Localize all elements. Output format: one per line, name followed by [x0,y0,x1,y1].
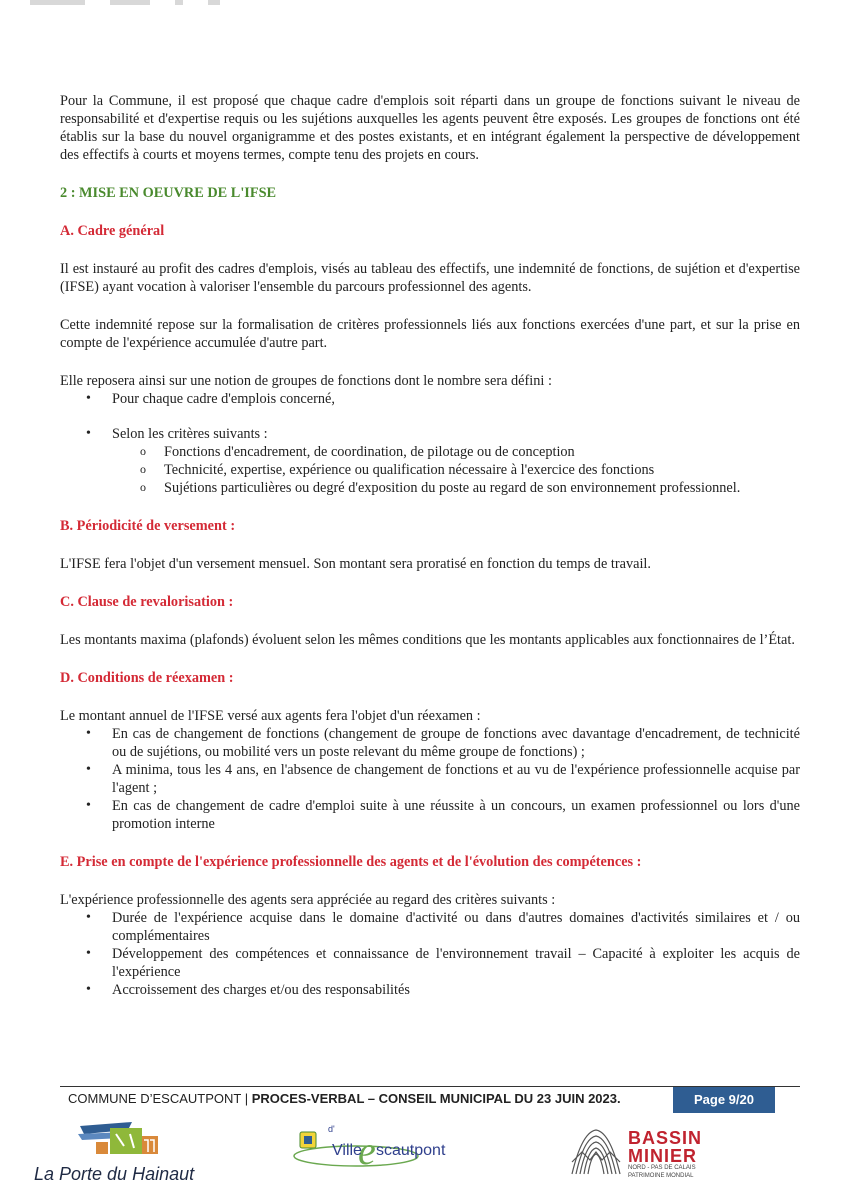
porte-du-hainaut-emblem-icon [34,1120,174,1162]
section-a-paragraph-3: Elle reposera ainsi sur une notion de groupes de fonctions dont le nombre sera défini : [60,373,552,389]
section-d-bullet-list [60,725,800,833]
document-body [60,92,800,999]
footer-title: PROCES-VERBAL – CONSEIL MUNICIPAL DU 23 JUIN 2023. [251,1091,621,1106]
section-b-paragraph: L'IFSE fera l'objet d'un versement mensuel. Son montant sera proratisé en fonction du temps de travail. [60,556,651,572]
section-d-heading: D. Conditions de réexamen : [60,670,234,686]
list-item: • En cas de changement de cadre d'emploi suite à une réussite à un concours, un examen professionnel ou lors d'une promotion interne [60,797,800,833]
section-a-heading: A. Cadre général [60,223,165,239]
section-e-heading: E. Prise en compte de l'expérience professionnelle des agents et de l'évolution des compétences : [60,854,642,870]
bassin-minier-logo [568,1122,718,1188]
sub-list-item: o Fonctions d'encadrement, de coordination, de pilotage ou de conception [60,443,800,461]
bassin-heritage-text: PATRIMOINE MONDIAL [628,1173,694,1179]
section-2-heading: 2 : MISE EN OEUVRE DE L'IFSE [60,185,277,201]
section-a-paragraph-2: Cette indemnité repose sur la formalisation de critères professionnels liés aux fonctions exercées d'une part, et sur la prise en compte de l'expérience accumulée d'autre part. [60,317,800,351]
footer-commune: COMMUNE D’ESCAUTPONT | [68,1091,252,1106]
section-c-heading: C. Clause de revalorisation : [60,594,234,610]
ville-word: Ville [332,1142,362,1159]
bullet-text: Selon les critères suivants : [112,426,268,442]
bassin-text: BASSIN [628,1128,703,1148]
top-scan-mark [0,0,260,8]
section-b-heading: B. Périodicité de versement : [60,518,236,534]
section-a-paragraph-1: Il est instauré au profit des cadres d'emplois, visés au tableau des effectifs, une indemnité de fonctions, de sujétion et d'expertise (IFSE) ayant vocation à valoriser l'ensemble du parcours professionnel des agents. [60,261,800,295]
section-e-bullet-list [60,909,800,999]
list-item [60,425,800,497]
list-item: • En cas de changement de fonctions (changement de groupe de fonctions avec davantage d'encadrement, de technicité ou de sujétions, ou mobilité vers un poste relevant du même groupe de fonctions) ; [60,725,800,761]
sub-list-item: o Sujétions particulières ou degré d'exposition du poste au regard de son environnement professionnel. [60,479,800,497]
bullet-text: Pour chaque cadre d'emplois concerné, [112,391,335,407]
criteria-sublist [112,443,800,497]
ville-d-apostrophe: d' [328,1124,335,1134]
list-item [60,390,800,408]
bassin-minier-emblem-icon [568,1122,624,1182]
minier-text: MINIER [628,1146,697,1166]
section-e-paragraph: L'expérience professionnelle des agents sera appréciée au regard des critères suivants : [60,892,556,908]
ville-e-letter: e [358,1128,376,1173]
intro-paragraph: Pour la Commune, il est proposé que chaque cadre d'emplois soit réparti dans un groupe de fonctions suivant le niveau de responsabilité et d'expertise requis ou les sujétions auxquelles les agents peuvent être exposés. Les groupes de fonctions ont été établis sur la base du nouvel organigramme et des postes existants, et en intégrant également la perspective de développement des effectifs à courts et moyens termes, compte tenu des projets en cours. [60,93,800,163]
section-a-bullet-list [60,390,800,497]
list-item: • Développement des compétences et connaissance de l'environnement travail – Capacité à exploiter les acquis de l'expérience [60,945,800,981]
sub-list-item: o Technicité, expertise, expérience ou qualification nécessaire à l'exercice des fonctions [60,461,800,479]
list-item: • Accroissement des charges et/ou des responsabilités [60,981,800,999]
porte-du-hainaut-logo [34,1120,204,1190]
ville-escautpont-logo [292,1120,452,1190]
page-number-badge: Page 9/20 [673,1087,775,1113]
footer-text [68,1091,621,1106]
ville-name: scautpont [376,1142,446,1159]
section-c-paragraph: Les montants maxima (plafonds) évoluent selon les mêmes conditions que les montants applicables aux fonctionnaires de l’État. [60,632,795,648]
list-item: • Durée de l'expérience acquise dans le domaine d'activité ou dans d'autres domaines d'activités similaires et / ou complémentaires [60,909,800,945]
section-d-paragraph: Le montant annuel de l'IFSE versé aux agents fera l'objet d'un réexamen : [60,708,481,724]
list-item: • A minima, tous les 4 ans, en l'absence de changement de fonctions et au vu de l'expérience professionnelle acquise par l'agent ; [60,761,800,797]
porte-du-hainaut-text: La Porte du Hainaut [34,1164,195,1184]
bassin-region-text: NORD - PAS DE CALAIS [628,1165,696,1171]
